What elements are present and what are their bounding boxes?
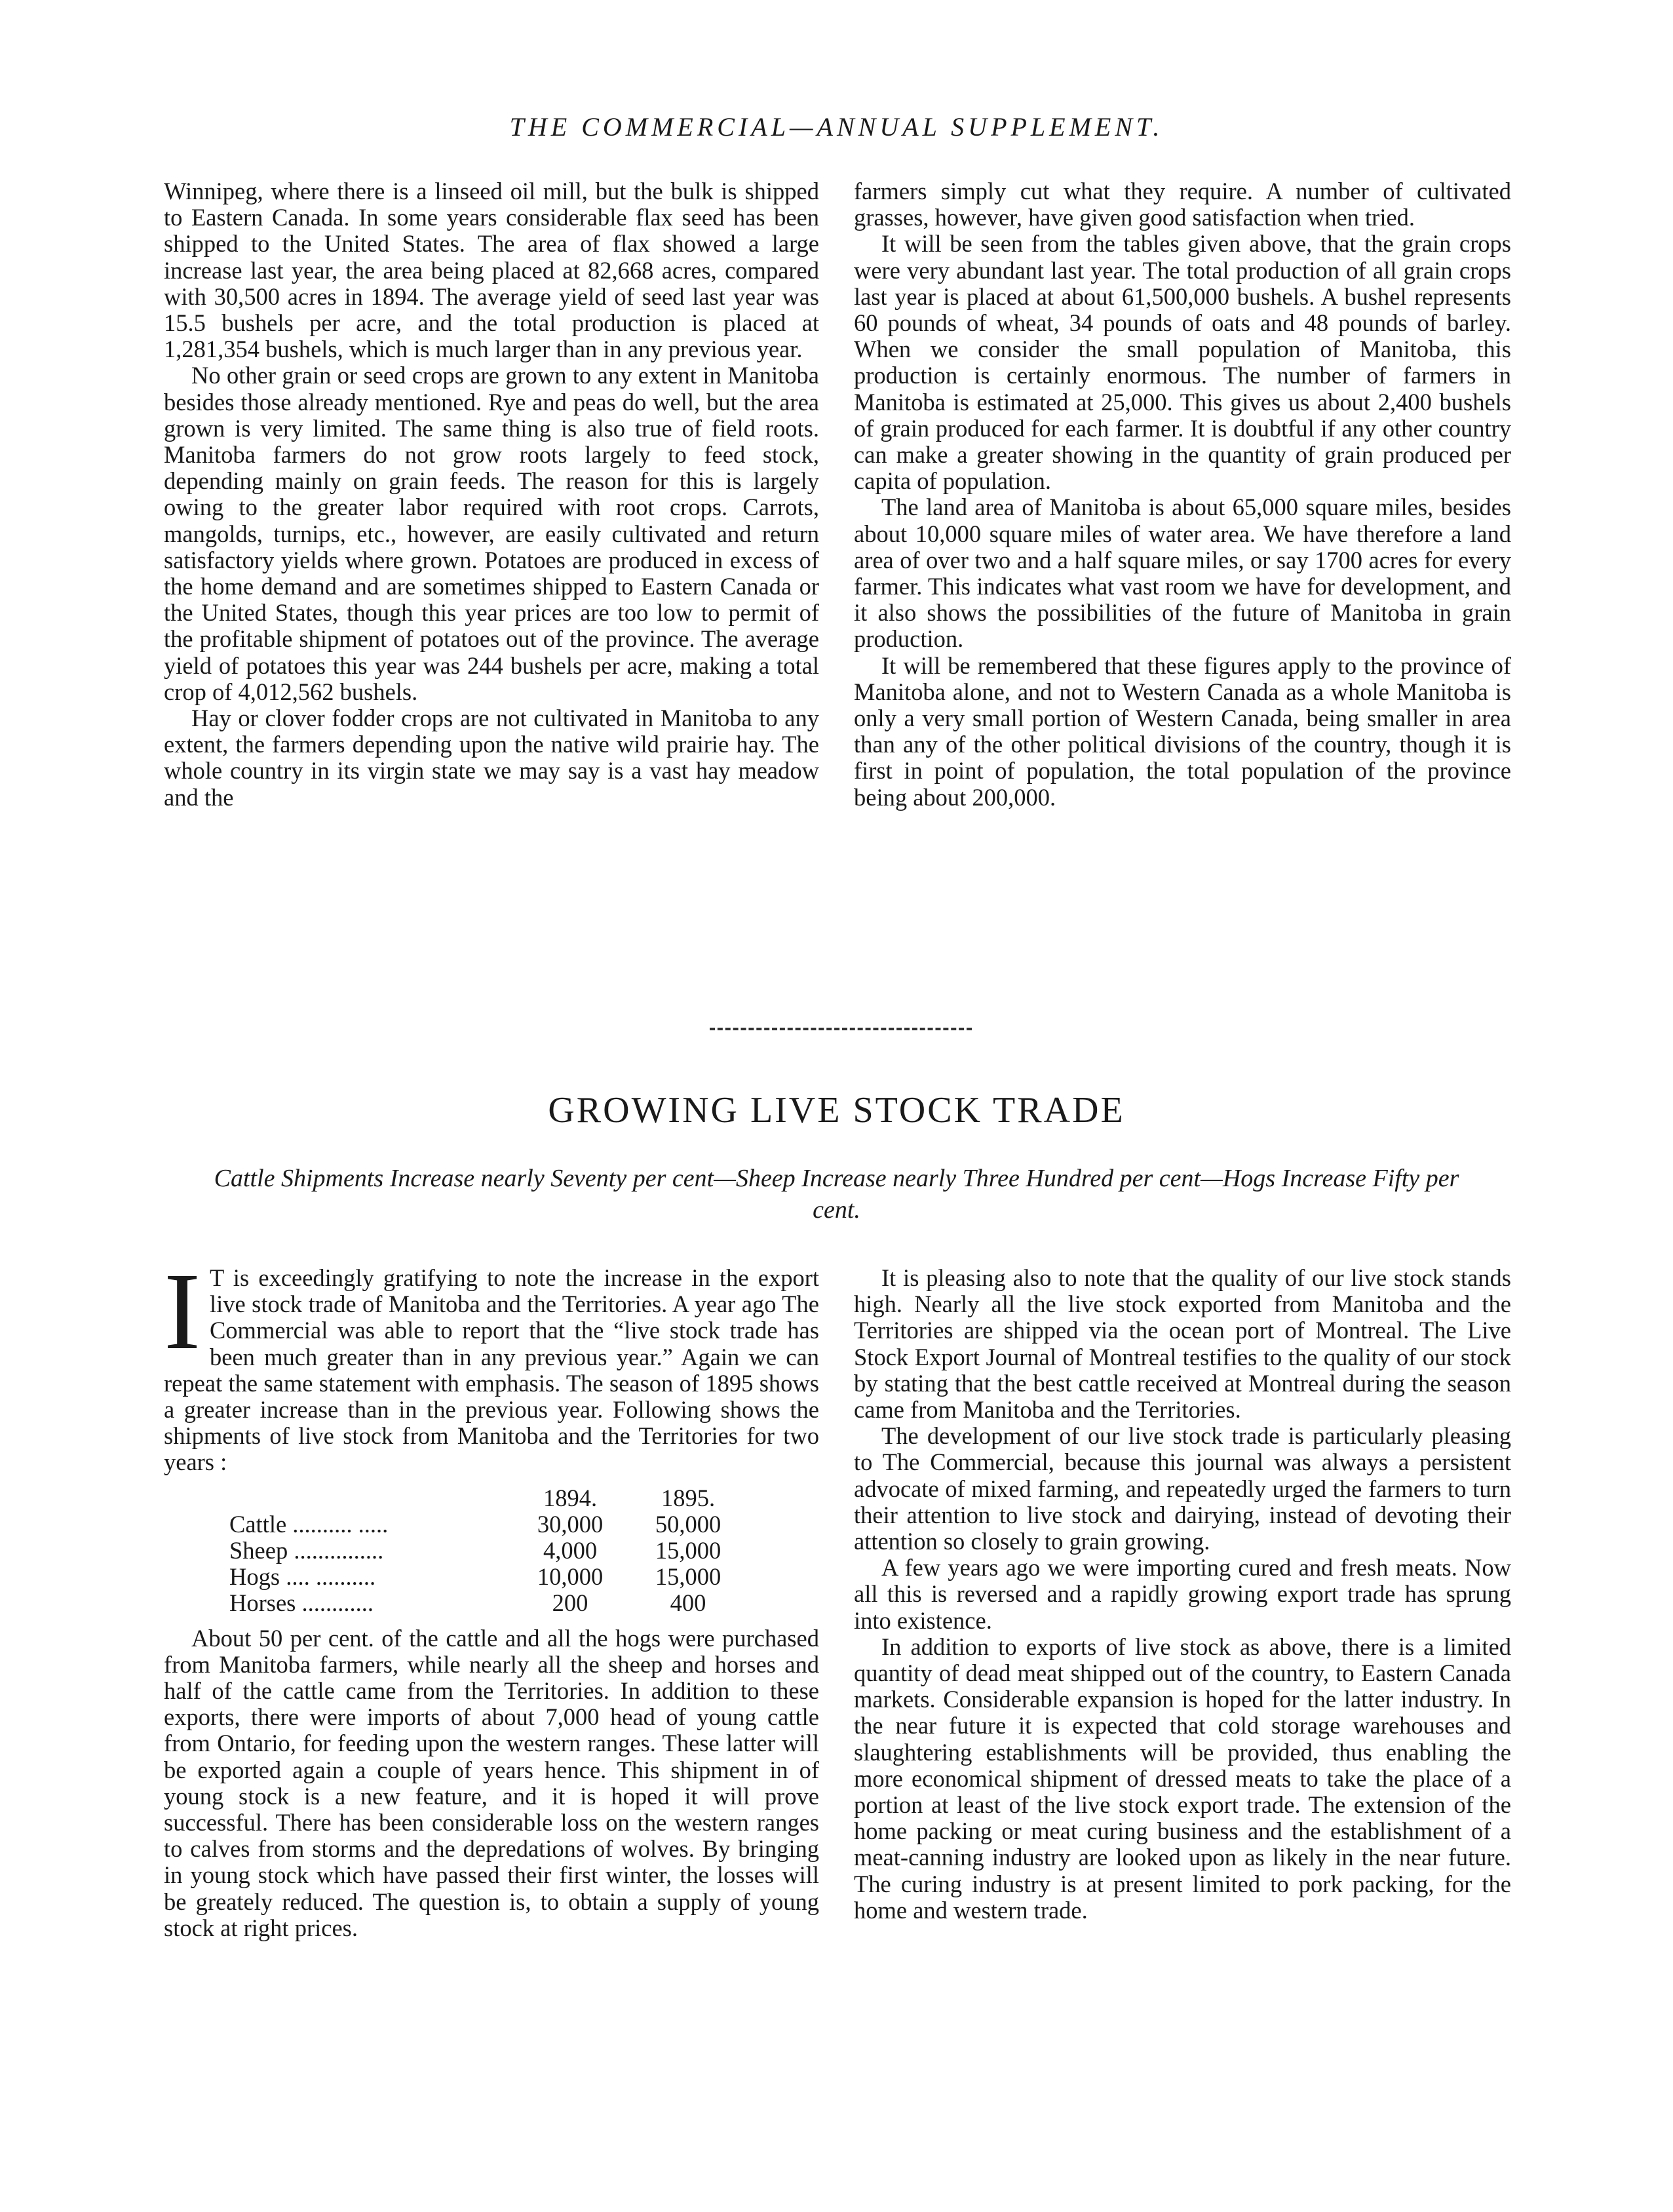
article-right-column <box>854 1265 1511 1924</box>
article-left-column <box>164 1251 819 1941</box>
paragraph: farmers simply cut what they require. A number of cultivated grasses, however, have given good satisfaction when tried. <box>854 178 1511 231</box>
section1-left-column <box>164 178 819 811</box>
value-1895: 400 <box>670 1589 706 1616</box>
paragraph: About 50 per cent. of the cattle and all the hogs were purchased from Manitoba farmers, while nearly all the sheep and horses and half of the cattle came from the Territories. In addition to these exports, there were imports of about 7,000 head of young cattle from Ontario, for feeding upon the western ranges. These latter will be exported again a couple of years hence. This shipment in of young stock is a new feature, and it is hoped it will prove successful. There has been considerable loss on the western ranges to calves from storms and the depredations of wolves. By bringing in young stock which have passed their first winter, the losses will be greately reduced. The question is, to obtain a supply of young stock at right prices. <box>164 1624 819 1941</box>
running-head: THE COMMERCIAL—ANNUAL SUPPLEMENT. <box>509 112 1164 142</box>
value-1894: 4,000 <box>543 1536 598 1564</box>
value-1894: 10,000 <box>537 1562 604 1590</box>
year-header: 1895. <box>661 1484 716 1511</box>
row-label: Cattle .......... ..... <box>229 1510 389 1538</box>
article-title: GROWING LIVE STOCK TRADE <box>548 1090 1125 1131</box>
row-label: Sheep ............... <box>229 1536 384 1564</box>
value-1895: 15,000 <box>655 1562 721 1590</box>
intro-paragraph <box>164 1251 819 1476</box>
paragraph: It will be remembered that these figures apply to the province of Manitoba alone, and not to Western Canada as a whole Manitoba is only a very small portion of Western Canada, being smaller in area than any of the other political divisions of the country, though it is first in point of population, the total population of the province being about 200,000. <box>854 651 1511 811</box>
section-divider <box>710 1028 972 1030</box>
table-row <box>229 1511 747 1538</box>
dropcap: I <box>164 1251 201 1372</box>
value-1894: 200 <box>552 1589 588 1616</box>
intro-text: T is exceedingly gratifying to note the increase in the export live stock trade of Manitoba and the Territories. A year ago The Commercial was able to report that the “live stock trade has been much greater than in any previous year.” Again we can repeat the same statement with emphasis. The season of 1895 shows a greater increase than in the previous year. Following shows the shipments of live stock from Manitoba and the Territories for two years : <box>164 1264 819 1476</box>
value-1895: 15,000 <box>655 1536 721 1564</box>
table-header-row <box>229 1485 747 1511</box>
row-label: Horses ............ <box>229 1589 374 1616</box>
paragraph: No other grain or seed crops are grown to any extent in Manitoba besides those already mentioned. Rye and peas do well, but the area grown is very limited. The same thing is also true of field roots. Manitoba farmers do not grow roots largely to feed stock, depending mainly on grain feeds. The reason for this is largely owing to the greater labor required with root crops. Carrots, mangolds, turnips, etc., however, are easily cultivated and return satisfactory yields where grown. Potatoes are produced in excess of the home demand and are sometimes shipped to Eastern Canada or the United States, though this year prices are too low to permit of the profitable shipment of potatoes out of the province. The average yield of potatoes this year was 244 bushels per acre, making a total crop of 4,012,562 bushels. <box>164 362 819 705</box>
table-row <box>229 1590 747 1616</box>
paragraph: Hay or clover fodder crops are not cultivated in Manitoba to any extent, the farmers depending upon the native wild prairie hay. The whole country in its virgin state we may say is a vast hay meadow and the <box>164 705 819 811</box>
article-subtitle: Cattle Shipments Increase nearly Seventy per cent—Sheep Increase nearly Three Hundred per cent—Hogs Increase Fifty per cent. <box>214 1165 1459 1224</box>
year-header: 1894. <box>543 1484 598 1511</box>
value-1895: 50,000 <box>655 1510 721 1538</box>
value-1894: 30,000 <box>537 1510 604 1538</box>
paragraph: Winnipeg, where there is a linseed oil mill, but the bulk is shipped to Eastern Canada. In some years considerable flax seed has been shipped to the United States. The area of flax showed a large increase last year, the area being placed at 82,668 acres, compared with 30,500 acres in 1894. The average yield of seed last year was 15.5 bushels per acre, and the total production is placed at 1,281,354 bushels, which is much larger than in any previous year. <box>164 178 819 363</box>
paragraph: The development of our live stock trade is particularly pleasing to The Commercial, because this journal was always a persistent advocate of mixed farming, and repeatedly urged the farmers to turn their attention to live stock and dairying, instead of devoting their attention so closely to grain growing. <box>854 1422 1511 1555</box>
table-row <box>229 1538 747 1564</box>
paragraph: The land area of Manitoba is about 65,000 square miles, besides about 10,000 square miles of water area. We have therefore a land area of over two and a half square miles, or say 1700 acres for every farmer. This indicates what vast room we have for development, and it also shows the possibilities of the future of Manitoba in grain production. <box>854 494 1511 653</box>
live-stock-table <box>229 1485 747 1616</box>
table-row <box>229 1564 747 1590</box>
section1-right-column <box>854 178 1511 811</box>
row-label: Hogs .... .......... <box>229 1562 376 1590</box>
paragraph: It will be seen from the tables given above, that the grain crops were very abundant last year. The total production of all grain crops last year is placed at about 61,500,000 bushels. A bushel represents 60 pounds of wheat, 34 pounds of oats and 48 pounds of barley. When we consider the small population of Manitoba, this production is certainly enormous. The number of farmers in Manitoba is estimated at 25,000. This gives us about 2,400 bushels of grain produced for each farmer. It is doubtful if any other country can make a greater showing in the quantity of grain produced per capita of population. <box>854 230 1511 495</box>
paragraph: It is pleasing also to note that the quality of our live stock stands high. Nearly all the live stock exported from Manitoba and the Territories are shipped via the ocean port of Montreal. The Live Stock Export Journal of Montreal testifies to the quality of our stock by stating that the best cattle received at Montreal during the season came from Manitoba and the Territories. <box>854 1264 1511 1424</box>
paragraph: A few years ago we were importing cured and fresh meats. Now all this is reversed and a rapidly growing export trade has sprung into existence. <box>854 1554 1511 1634</box>
paragraph: In addition to exports of live stock as above, there is a limited quantity of dead meat shipped out of the country, to Eastern Canada markets. Considerable expansion is hoped for the latter industry. In the near future it is expected that cold storage warehouses and slaughtering establishments will be provided, thus enabling the more economical shipment of dressed meats to take the place of a portion at least of the live stock export trade. The extension of the home packing or meat curing business and the establishment of a meat-canning industry are looked upon as likely in the near future. The curing industry is at present limited to pork packing, for the home and western trade. <box>854 1633 1511 1924</box>
